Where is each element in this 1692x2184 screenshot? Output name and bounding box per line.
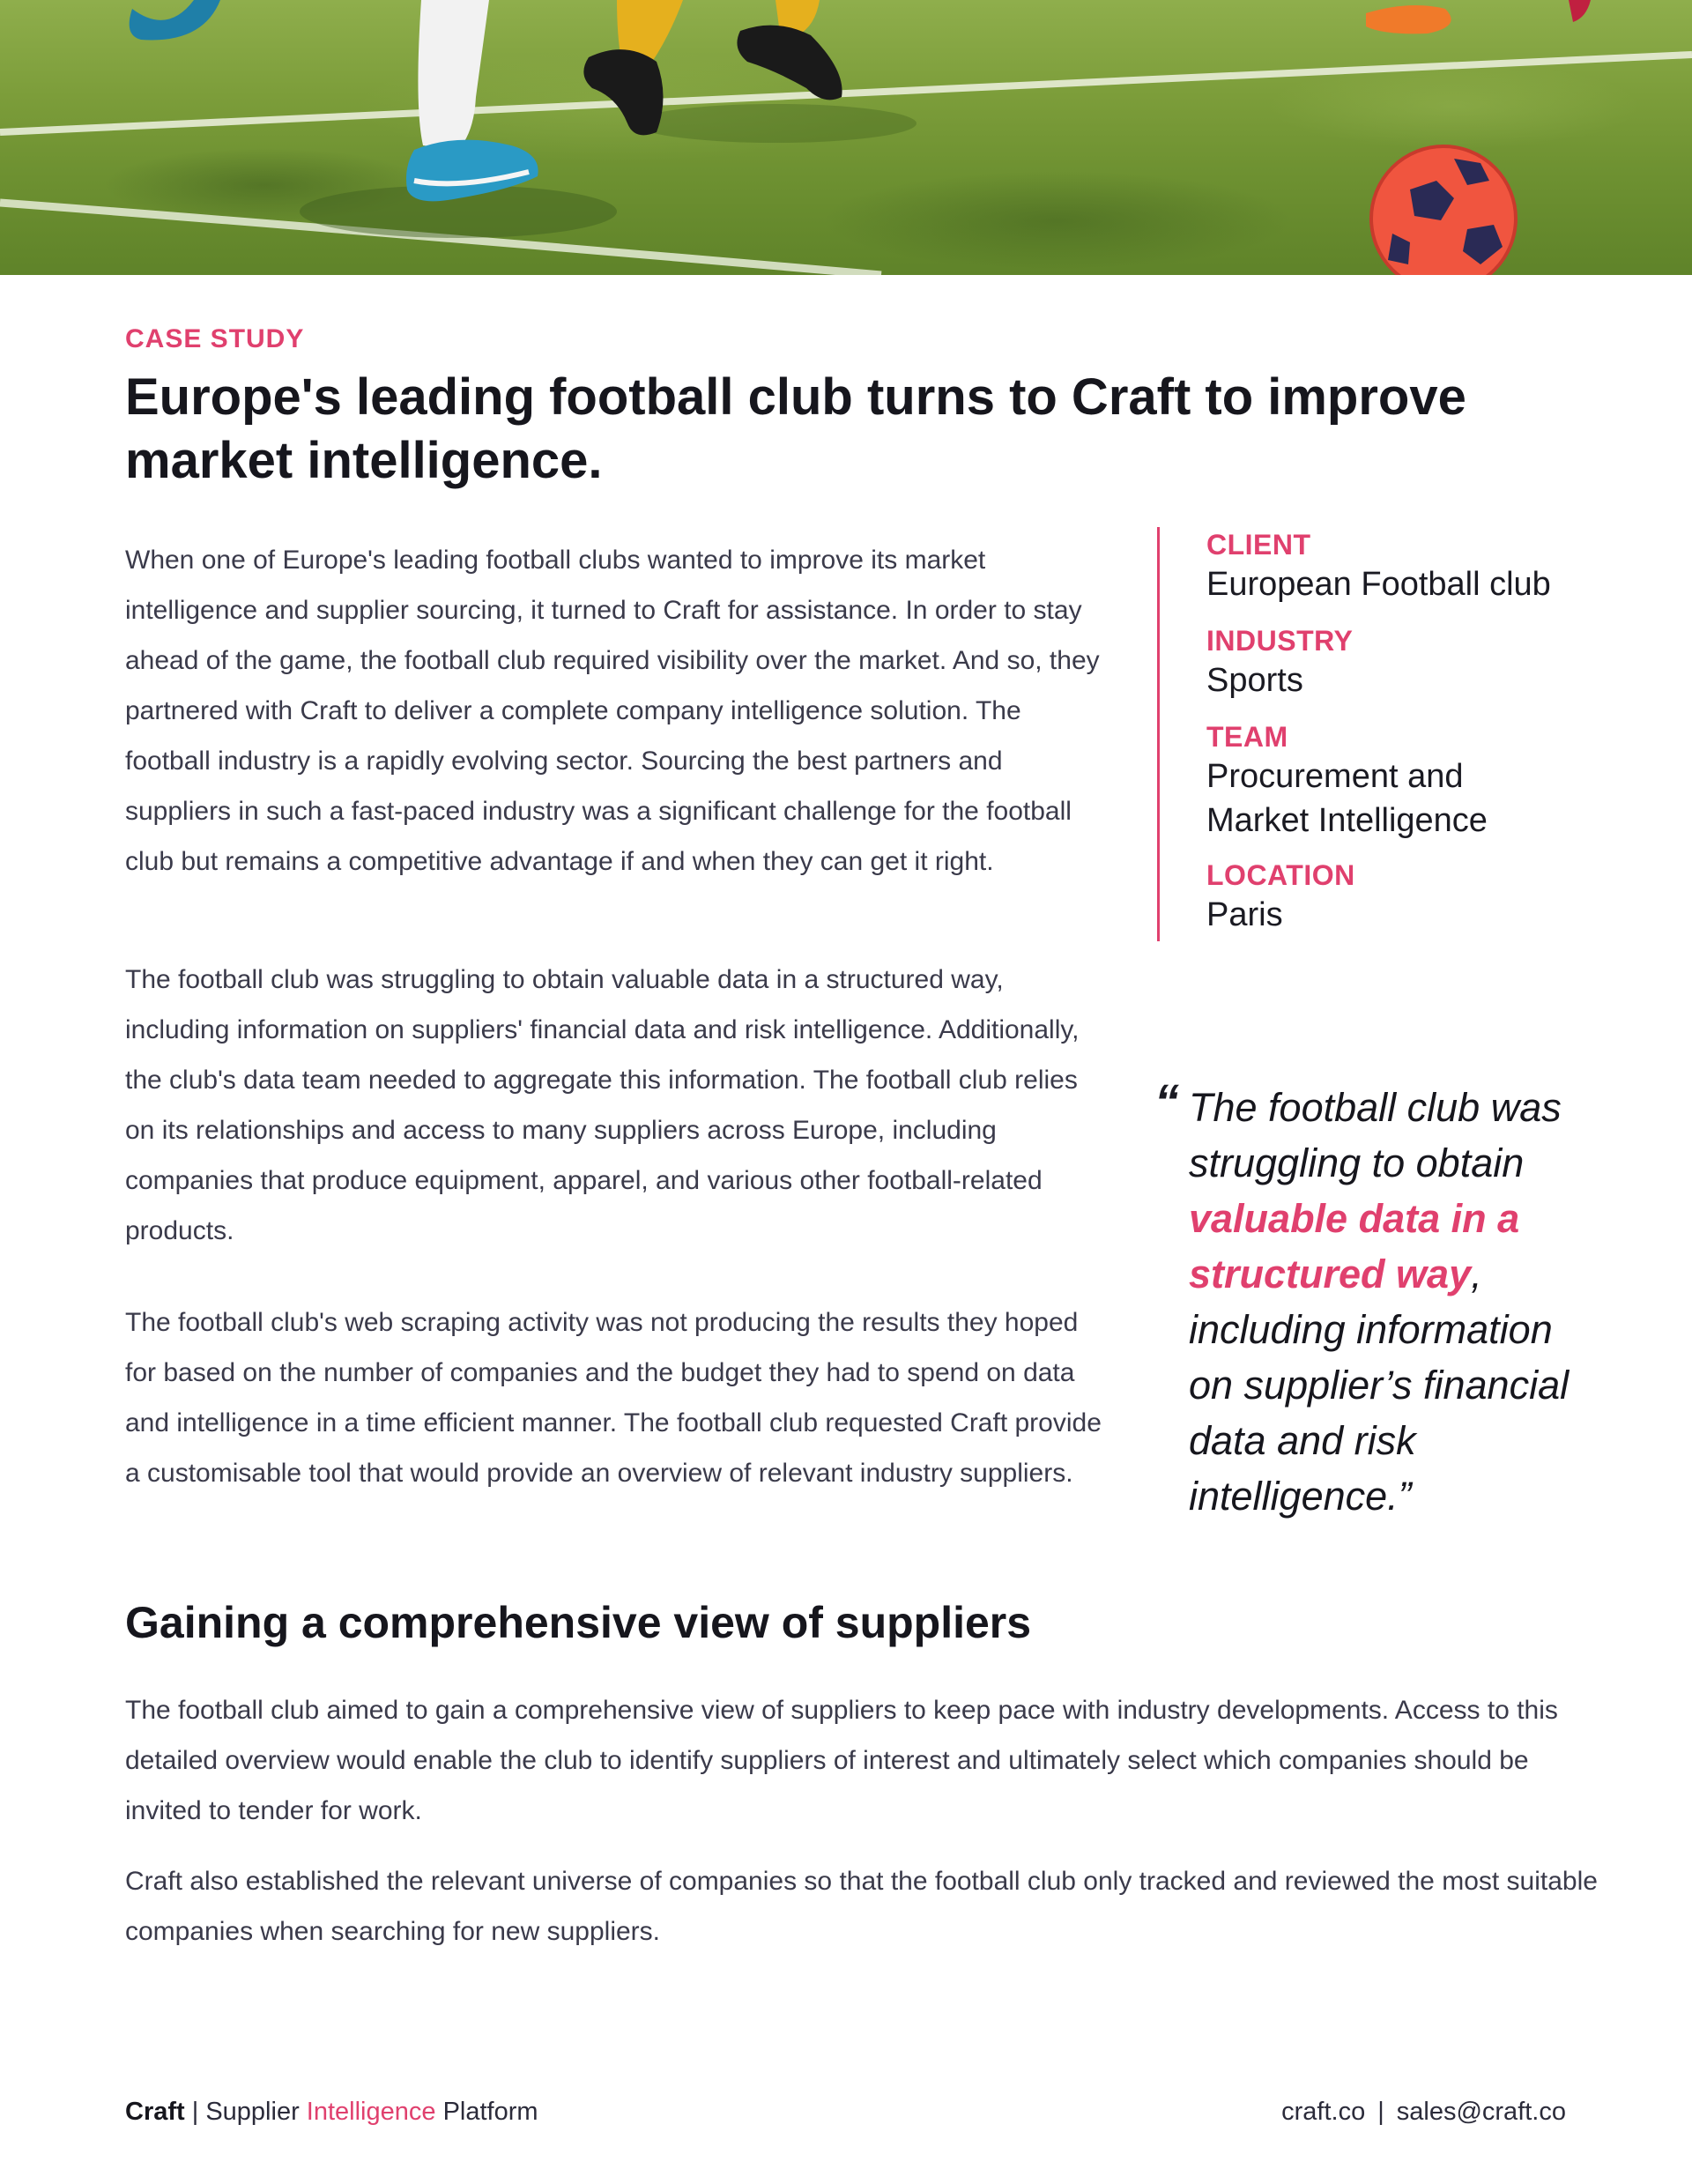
footer-brand: Craft: [125, 2098, 185, 2126]
footer-email-link[interactable]: sales@craft.co: [1396, 2098, 1566, 2126]
quote-text-1: The football club was struggling to obtain: [1189, 1085, 1562, 1185]
meta-industry: [1206, 623, 1353, 702]
page-title: Europe's leading football club turns to Craft to improve market intelligence.: [125, 368, 1466, 489]
meta-client: [1206, 527, 1551, 606]
quote-mark-icon: “: [1154, 1073, 1179, 1129]
hero-image: [0, 0, 1692, 275]
footer-separator: |: [1377, 2098, 1384, 2126]
team-value-line-1: Procurement and: [1206, 758, 1464, 795]
footer-contact: [1281, 2098, 1566, 2127]
footer-tagline: [125, 2098, 538, 2127]
hero-illustration: [0, 0, 1692, 275]
location-label: LOCATION: [1206, 859, 1355, 891]
client-label: CLIENT: [1206, 529, 1311, 561]
team-label: TEAM: [1206, 721, 1288, 753]
body-paragraph-5: Craft also established the relevant universe of companies so that the football club only tracked and reviewed the most suitable companies when searching for new suppliers.: [125, 1867, 1598, 1946]
body-paragraph-1: When one of Europe's leading football clubs wanted to improve its market intelligence and supplier sourcing, it turned to Craft for assistance. In order to stay ahead of the game, the football club required visibility over the market. And so, they partnered with Craft to deliver a complete company intelligence solution. The football industry is a rapidly evolving sector. Sourcing the best partners and suppliers in such a fast-paced industry was a significant challenge for the football club but remains a competitive advantage if and when they can get it right.: [125, 546, 1100, 876]
client-value: European Football club: [1206, 566, 1551, 603]
location-value: Paris: [1206, 896, 1283, 933]
body-paragraph-3: The football club's web scraping activity was not producing the results they hoped for based on the number of companies and the budget they had to spend on data and intelligence in a time efficient manner. The football club requested Craft provide a customisable tool that would provide an overview of relevant industry suppliers.: [125, 1308, 1102, 1488]
body-paragraph-2: The football club was struggling to obtain valuable data in a structured way, including information on suppliers' financial data and risk intelligence. Additionally, the club's data team needed to aggregate this information. The football club relies on its relationships and access to many suppliers across Europe, including companies that produce equipment, apparel, and various other football-related products.: [125, 965, 1080, 1245]
team-value-line-2: Market Intelligence: [1206, 802, 1488, 839]
quote-text-2: , including information on supplier’s financial data and risk intelligence.”: [1189, 1252, 1570, 1519]
footer-tag-highlight: Intelligence: [306, 2098, 436, 2126]
case-details-sidebar: [1157, 527, 1598, 941]
industry-value: Sports: [1206, 662, 1303, 699]
footer-divider: |: [184, 2098, 206, 2126]
industry-label: INDUSTRY: [1206, 625, 1354, 657]
meta-team: [1206, 719, 1488, 843]
quote-highlight: valuable data in a structured way: [1189, 1196, 1520, 1296]
meta-location: [1206, 858, 1355, 937]
footer-tag-pre: Supplier: [205, 2098, 307, 2126]
section-heading: Gaining a comprehensive view of suppliers: [125, 1598, 1032, 1647]
pull-quote: [1189, 1080, 1603, 1524]
footer-site-link[interactable]: craft.co: [1281, 2098, 1366, 2126]
body-paragraph-4: The football club aimed to gain a comprehensive view of suppliers to keep pace with industry developments. Access to this detailed overview would enable the club to identify suppliers of interest and ultimately select which companies should be invited to tender for work.: [125, 1696, 1558, 1825]
case-study-kicker: CASE STUDY: [125, 324, 305, 353]
footer-tag-post: Platform: [435, 2098, 538, 2126]
